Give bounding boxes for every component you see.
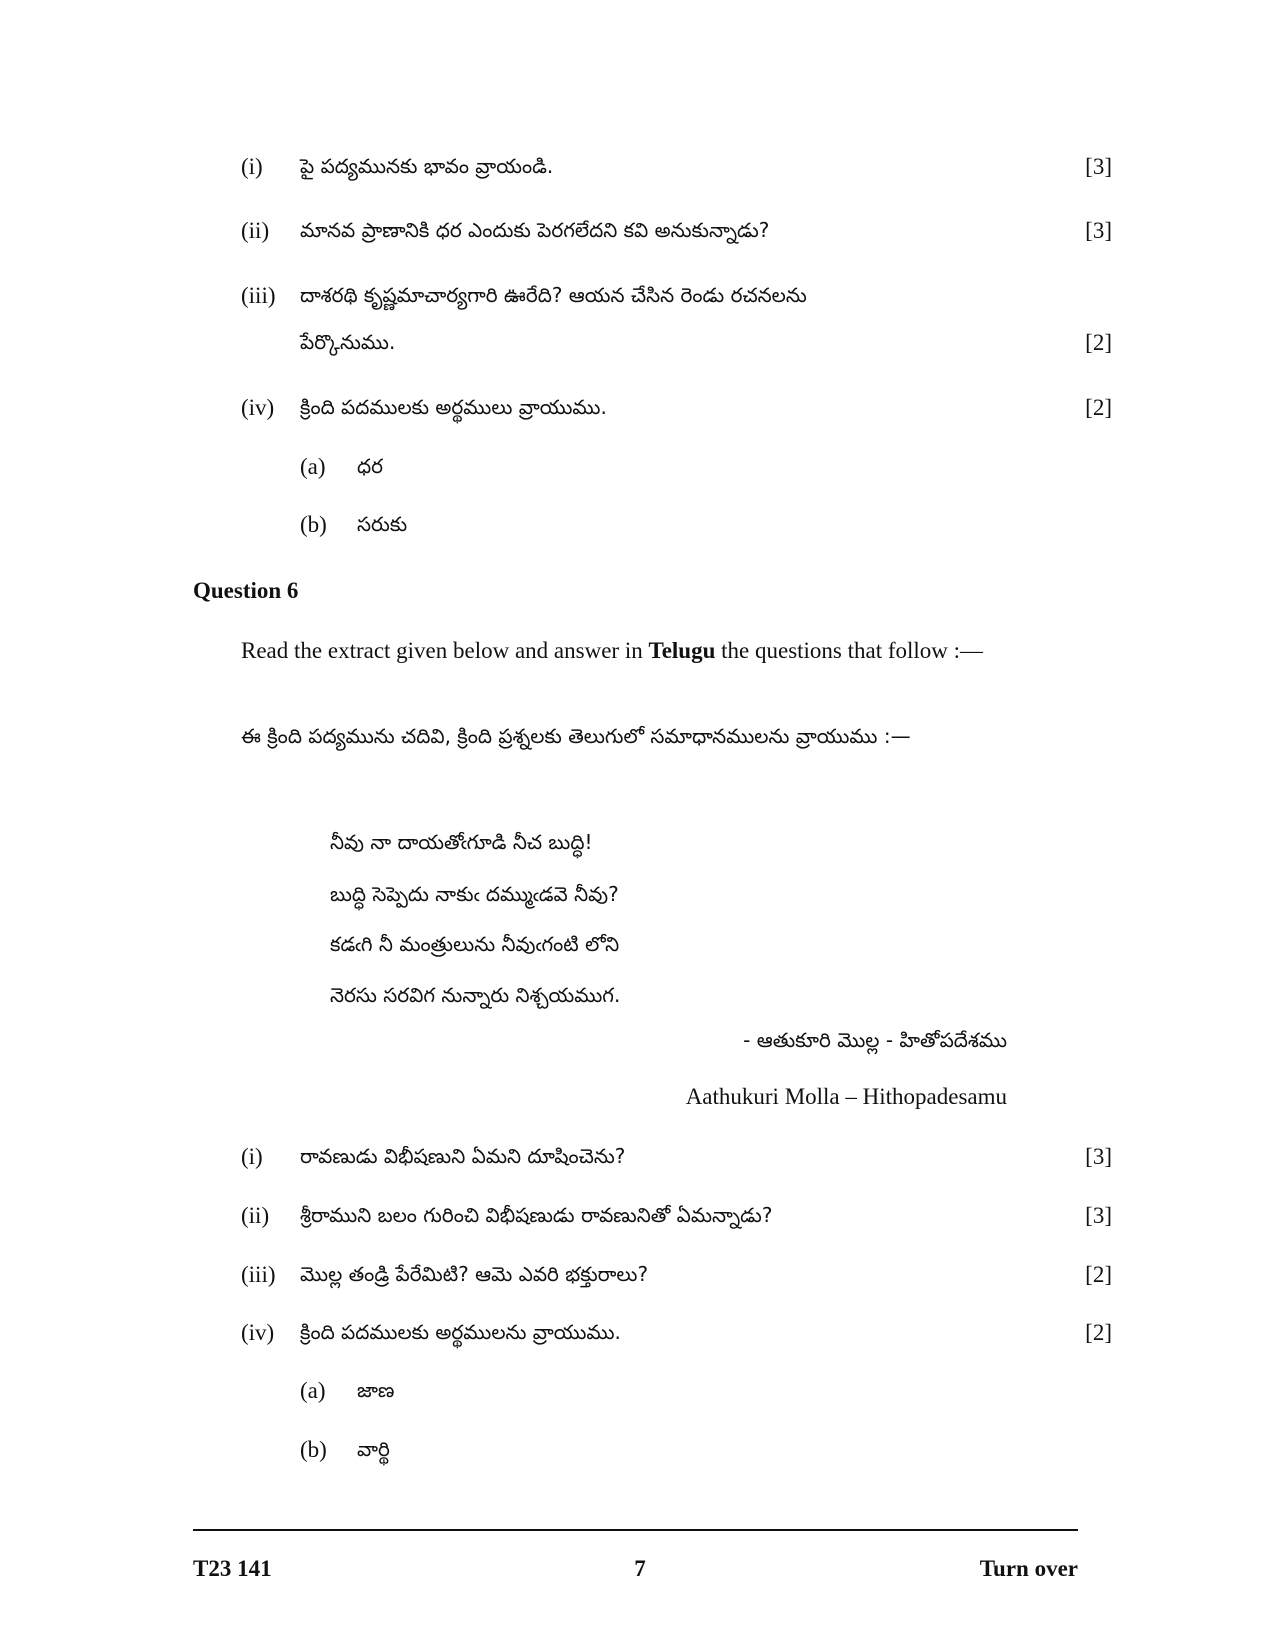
q5-ii-text: మానవ ప్రాణానికి ధర ఎందుకు పెరగలేదని కవి అనుకున్నాడు?	[300, 218, 770, 242]
q5-iii-text-line1: దాశరథి కృష్ణమాచార్యగారి ఊరేది? ఆయన చేసిన రెండు రచనలను	[300, 283, 807, 307]
q6-ii-marks: [3]	[1085, 1203, 1112, 1228]
q6-iii-text: మొల్ల తండ్రి పేరేమిటి? ఆమె ఎవరి భక్తురాలు?	[300, 1262, 649, 1286]
q5-iv-number: (iv)	[241, 395, 275, 420]
q5-iii-marks: [2]	[1085, 330, 1112, 355]
attribution-english: Aathukuri Molla – Hithopadesamu	[685, 1084, 1007, 1109]
q5-ii-marks: [3]	[1085, 218, 1112, 243]
q5-i-marks: [3]	[1085, 154, 1112, 179]
q6-i-marks: [3]	[1085, 1144, 1112, 1169]
q5-sub-a-label: (a)	[300, 454, 326, 479]
q6-instruction-telugu: ఈ క్రింది పద్యమును చదివి, క్రింది ప్రశ్నలకు తెలుగులో సమాధానములను వ్రాయుము :—	[241, 724, 911, 748]
q6-i-number: (i)	[241, 1144, 263, 1169]
q5-iii-text-line2: పేర్కొనుము.	[300, 330, 396, 354]
q6-iv-text: క్రింది పదములకు అర్థములను వ్రాయుము.	[300, 1320, 621, 1344]
q5-sub-b-label: (b)	[300, 512, 327, 537]
q5-iv-text: క్రింది పదములకు అర్థములు వ్రాయుము.	[300, 395, 607, 419]
q6-iv-marks: [2]	[1085, 1320, 1112, 1345]
q6-sub-a-word: జాణ	[357, 1378, 395, 1402]
q5-iv-marks: [2]	[1085, 395, 1112, 420]
poem-line-2: బుద్ధి సెప్పెదు నాకుఁ దమ్ముఁడవె నీవు?	[330, 882, 619, 906]
attribution-telugu: - ఆతుకూరి మొల్ల - హితోపదేశము	[743, 1028, 1007, 1052]
q6-ii-text: శ్రీరాముని బలం గురించి విభీషణుడు రావణునితో ఏమన్నాడు?	[300, 1203, 773, 1227]
poem-line-4: నెరసు సరవిగ నున్నారు నిశ్చయముగ.	[330, 983, 621, 1007]
q6-instruction-english: Read the extract given below and answer in Telugu the questions that follow :—	[241, 638, 984, 663]
q6-ii-number: (ii)	[241, 1203, 270, 1228]
q6-iii-marks: [2]	[1085, 1262, 1112, 1287]
q6-i-text: రావణుడు విభీషణుని ఏమని దూషించెను?	[300, 1144, 626, 1168]
q5-i-text: పై పద్యమునకు భావం వ్రాయండి.	[300, 154, 554, 178]
q6-iii-number: (iii)	[241, 1262, 276, 1287]
q6-sub-a-label: (a)	[300, 1378, 326, 1403]
poem-line-1: నీవు నా దాయతోఁగూడి నీచ బుద్ధి!	[330, 830, 593, 854]
footer-page-number: 7	[634, 1556, 646, 1581]
q5-sub-a-word: ధర	[357, 454, 383, 478]
footer-divider	[193, 1529, 1078, 1531]
q6-iv-number: (iv)	[241, 1320, 275, 1345]
q5-i-number: (i)	[241, 154, 263, 179]
footer-turn-over: Turn over	[979, 1556, 1078, 1581]
q5-ii-number: (ii)	[241, 218, 270, 243]
q5-iii-number: (iii)	[241, 283, 276, 308]
footer-paper-code: T23 141	[193, 1556, 272, 1581]
q6-sub-b-word: వార్థి	[357, 1437, 390, 1461]
q5-sub-b-word: సరుకు	[357, 512, 408, 536]
question-6-heading: Question 6	[193, 578, 299, 603]
poem-line-3: కడఁగి నీ మంత్రులును నీవుఁగంటి లోని	[330, 932, 620, 956]
q6-sub-b-label: (b)	[300, 1437, 327, 1462]
